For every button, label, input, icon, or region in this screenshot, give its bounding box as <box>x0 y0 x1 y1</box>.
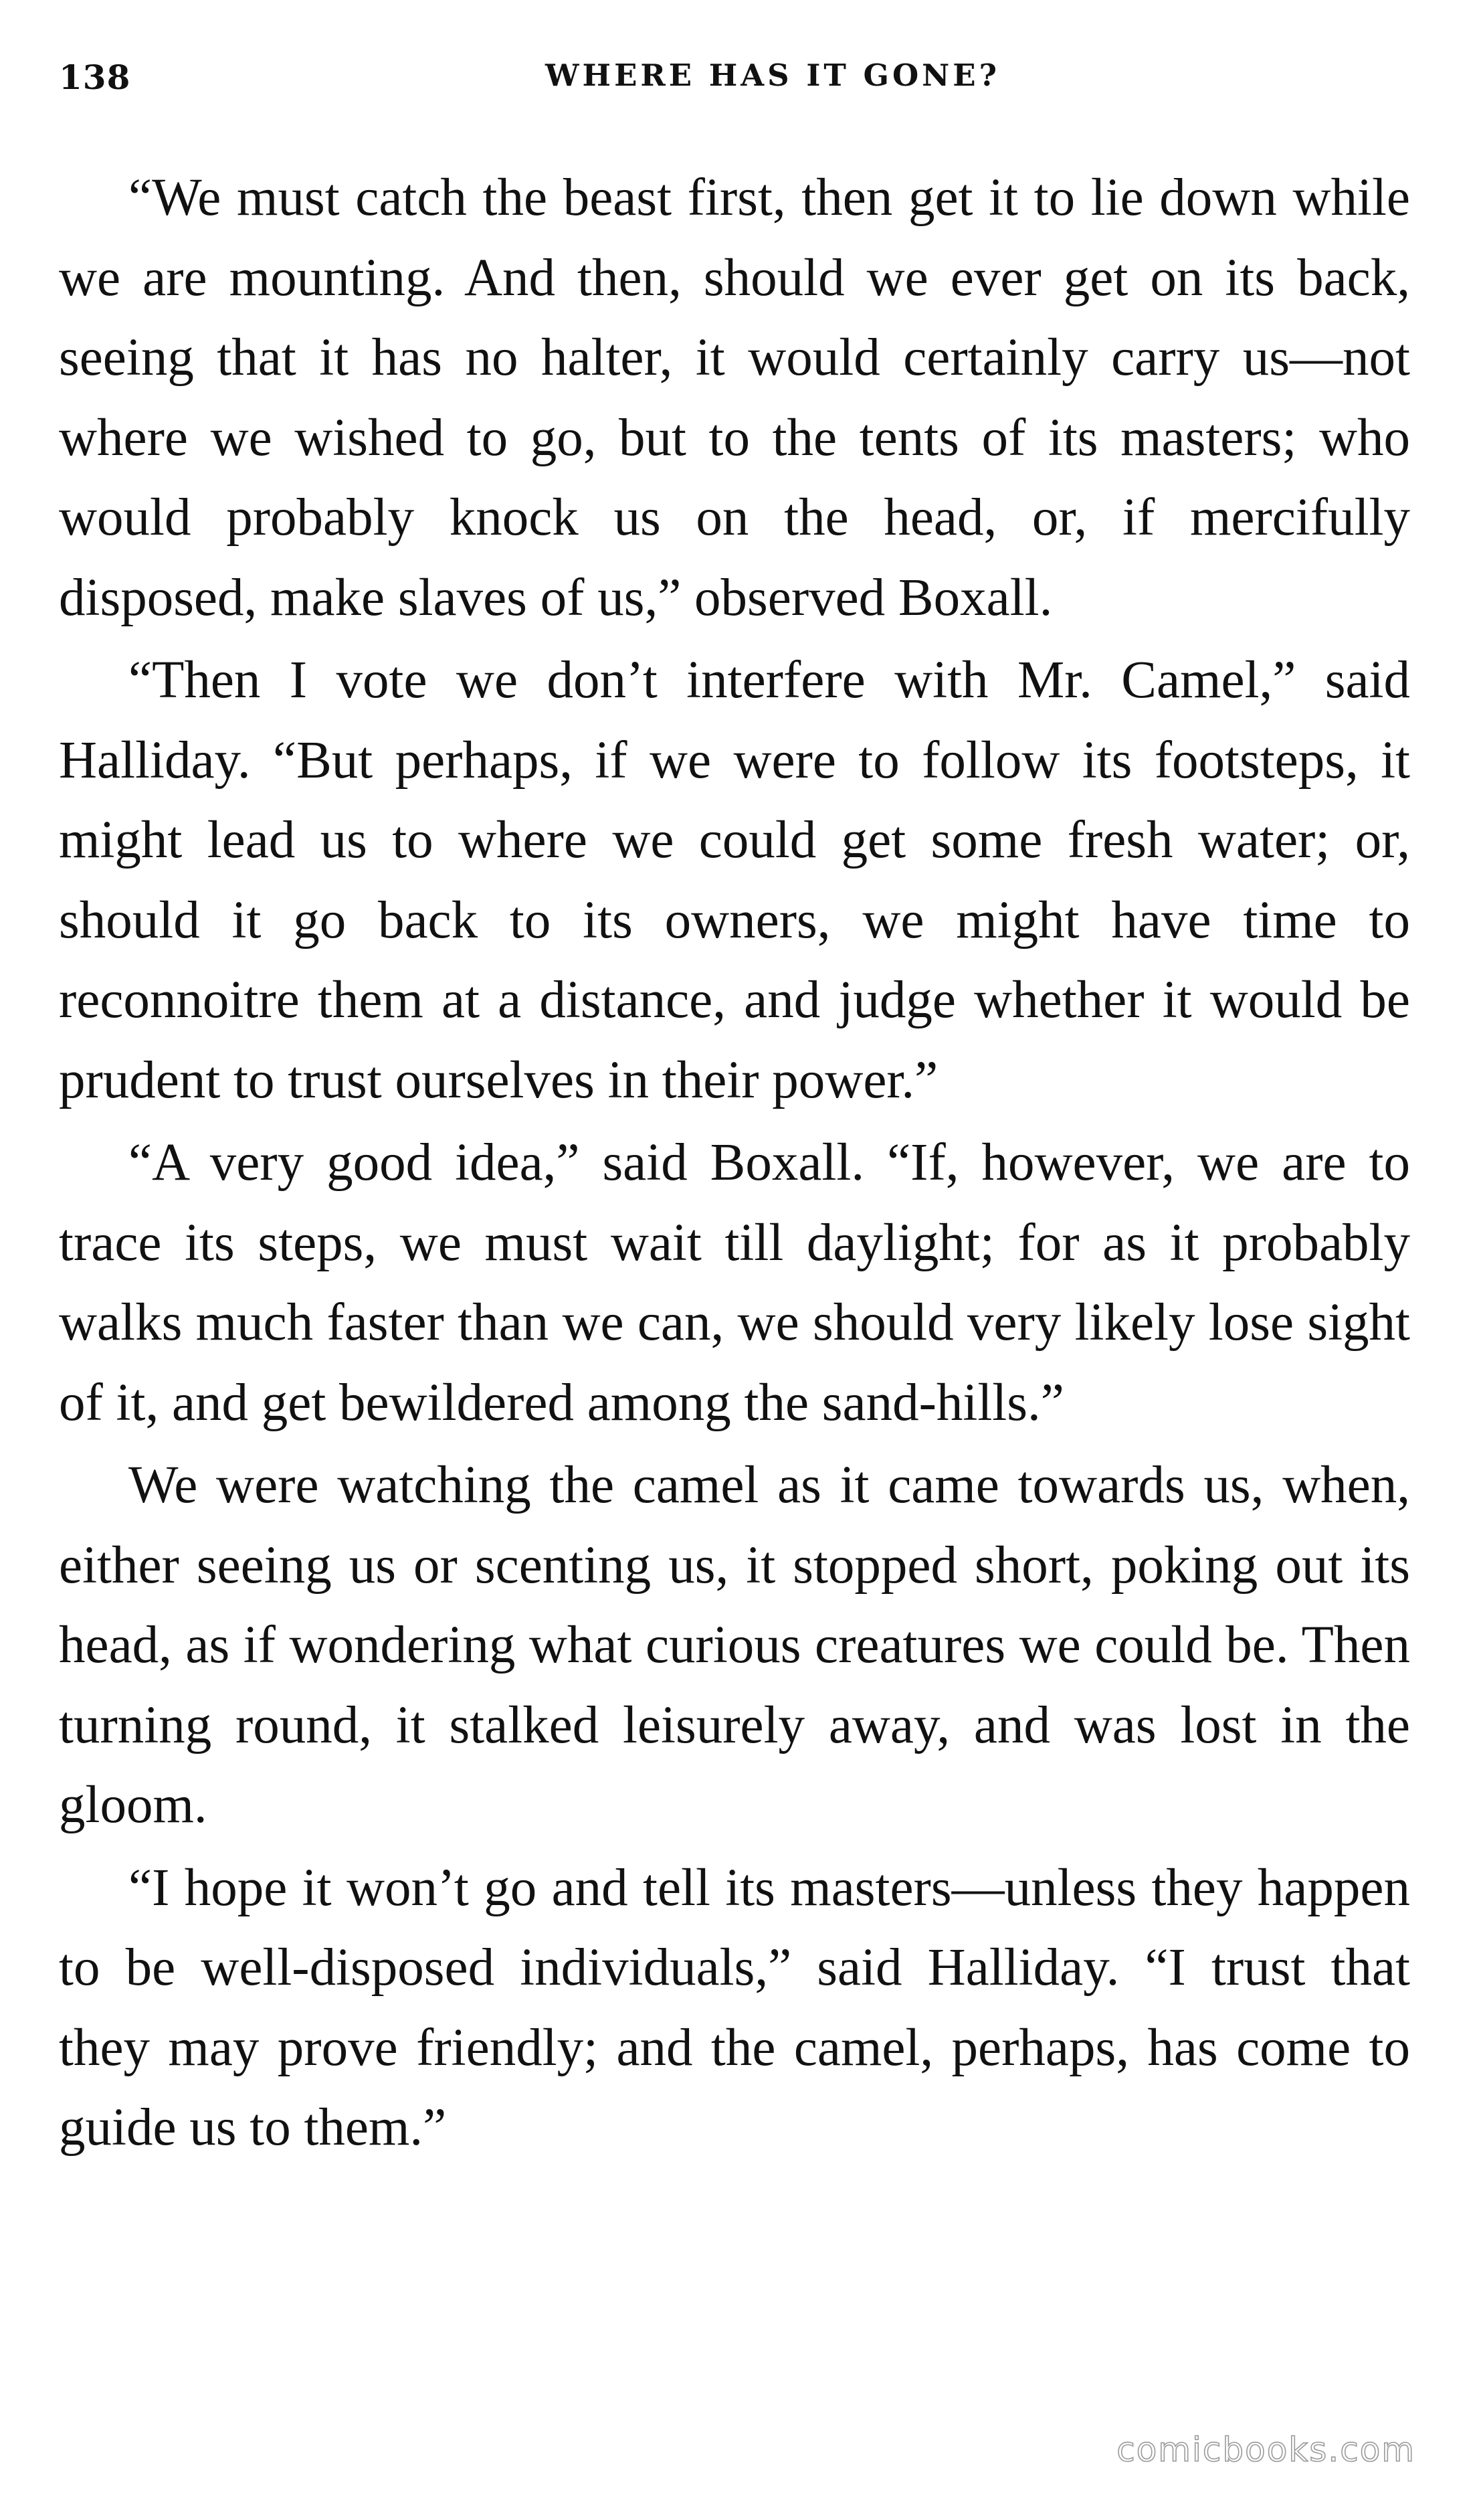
paragraph: “I hope it won’t go and tell its masters—unless they happen to be well-disposed individuals,” said Halliday. “I trust that they may prove friendly; and the camel, perhaps, has come to guide us to them.” <box>59 1858 1410 2157</box>
paragraph: We were watching the camel as it came towards us, when, either seeing us or scenting us, it stopped short, poking out its head, as if wondering what curious creatures we could be. Then turning round, it stalked leisurely away, and was lost in the gloom. <box>59 1456 1410 1834</box>
paragraph: “Then I vote we don’t interfere with Mr. Camel,” said Halliday. “But perhaps, if we were to follow its footsteps, it might lead us to where we could get some fresh water; or, should it go back to its owners, we might have time to reconnoitre them at a distance, and judge whether it would be prudent to trust ourselves in their power.” <box>59 651 1410 1109</box>
page-number: 138 <box>59 58 131 97</box>
running-head <box>59 58 1413 111</box>
paragraph: “We must catch the beast first, then get it to lie down while we are mounting. And then, should we ever get on its back, seeing that it has no halter, it would certainly carry us—not where we wished to go, but to the tents of its masters; who would probably knock us on the head, or, if mercifully disposed, make slaves of us,” observed Boxall. <box>59 169 1410 627</box>
body-text <box>59 158 1410 2168</box>
paragraph: “A very good idea,” said Boxall. “If, however, we are to trace its steps, we must wait till daylight; for as it probably walks much faster than we can, we should very likely lose sight of it, and get bewildered among the sand-hills.” <box>59 1134 1410 1432</box>
running-title: WHERE HAS IT GONE? <box>545 58 1000 93</box>
watermark: comicbooks.com <box>1116 2430 1415 2469</box>
